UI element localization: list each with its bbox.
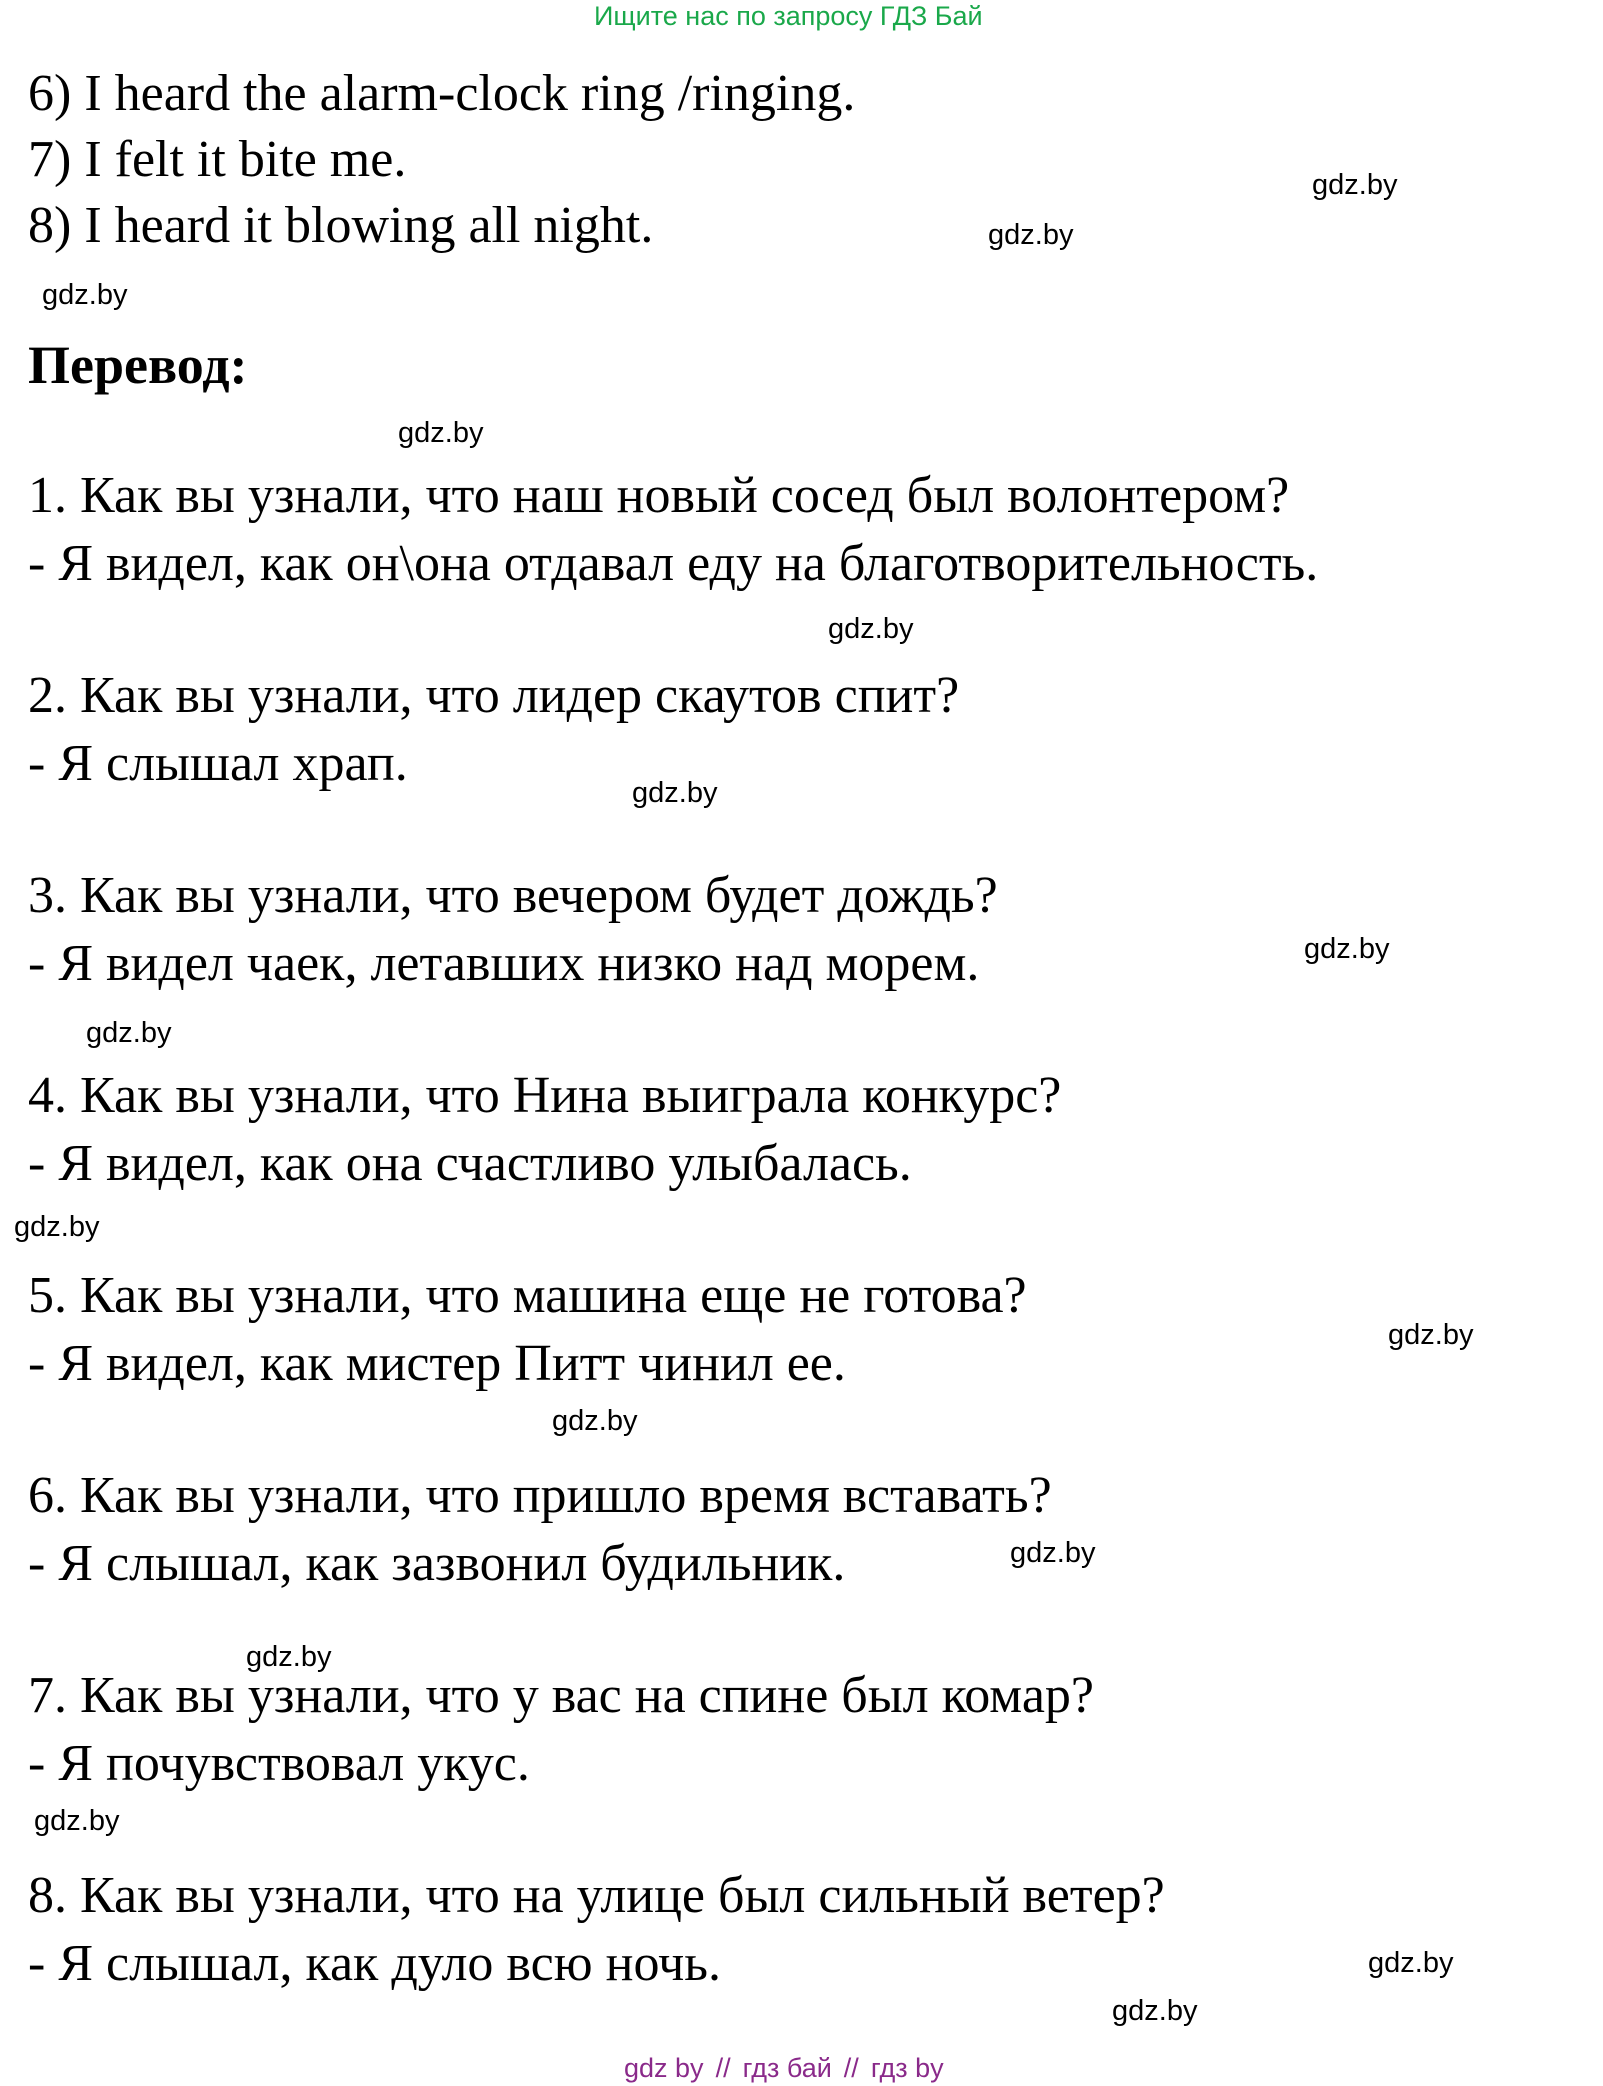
question-2: 2. Как вы узнали, что лидер скаутов спит?: [28, 667, 960, 724]
watermark: gdz.by: [34, 1805, 120, 1837]
answer-4: - Я видел, как она счастливо улыбалась.: [28, 1135, 912, 1192]
answer-2: - Я слышал храп.: [28, 735, 408, 792]
footer-link-gdz-by[interactable]: gdz by: [624, 2053, 704, 2083]
watermark: gdz.by: [246, 1641, 332, 1673]
watermark: gdz.by: [42, 279, 128, 311]
top-search-banner[interactable]: Ищите нас по запросу ГДЗ Бай: [594, 1, 983, 31]
footer-separator: //: [843, 2053, 859, 2083]
question-7: 7. Как вы узнали, что у вас на спине был комар?: [28, 1667, 1094, 1724]
watermark: gdz.by: [1312, 169, 1398, 201]
answer-5: - Я видел, как мистер Питт чинил ее.: [28, 1335, 846, 1392]
watermark: gdz.by: [632, 777, 718, 809]
footer-link-gdz-bai[interactable]: гдз бай: [742, 2053, 832, 2083]
answer-7: - Я почувствовал укус.: [28, 1735, 530, 1792]
question-3: 3. Как вы узнали, что вечером будет дождь?: [28, 867, 998, 924]
watermark: gdz.by: [828, 613, 914, 645]
footer-separator: //: [715, 2053, 731, 2083]
footer-links: [624, 2052, 944, 2084]
translation-heading: Перевод:: [28, 335, 248, 395]
watermark: gdz.by: [14, 1211, 100, 1243]
watermark: gdz.by: [552, 1405, 638, 1437]
answer-3: - Я видел чаек, летавших низко над морем.: [28, 935, 980, 992]
answer-6: - Я слышал, как зазвонил будильник.: [28, 1535, 846, 1592]
question-5: 5. Как вы узнали, что машина еще не готова?: [28, 1267, 1027, 1324]
question-8: 8. Как вы узнали, что на улице был сильный ветер?: [28, 1867, 1165, 1924]
english-line-6: 6) I heard the alarm-clock ring /ringing.: [28, 65, 856, 122]
answer-1: - Я видел, как он\она отдавал еду на благотворительность.: [28, 535, 1319, 592]
watermark: gdz.by: [86, 1017, 172, 1049]
question-6: 6. Как вы узнали, что пришло время вставать?: [28, 1467, 1052, 1524]
question-4: 4. Как вы узнали, что Нина выиграла конкурс?: [28, 1067, 1062, 1124]
watermark: gdz.by: [1368, 1947, 1454, 1979]
question-1: 1. Как вы узнали, что наш новый сосед был волонтером?: [28, 467, 1290, 524]
watermark: gdz.by: [1388, 1319, 1474, 1351]
footer-link-gdz-by-ru[interactable]: гдз by: [870, 2053, 944, 2083]
watermark: gdz.by: [1010, 1537, 1096, 1569]
watermark: gdz.by: [398, 417, 484, 449]
watermark: gdz.by: [1112, 1995, 1198, 2027]
answer-8: - Я слышал, как дуло всю ночь.: [28, 1935, 721, 1992]
english-line-7: 7) I felt it bite me.: [28, 131, 407, 188]
watermark: gdz.by: [988, 219, 1074, 251]
english-line-8: 8) I heard it blowing all night.: [28, 197, 654, 254]
watermark: gdz.by: [1304, 933, 1390, 965]
